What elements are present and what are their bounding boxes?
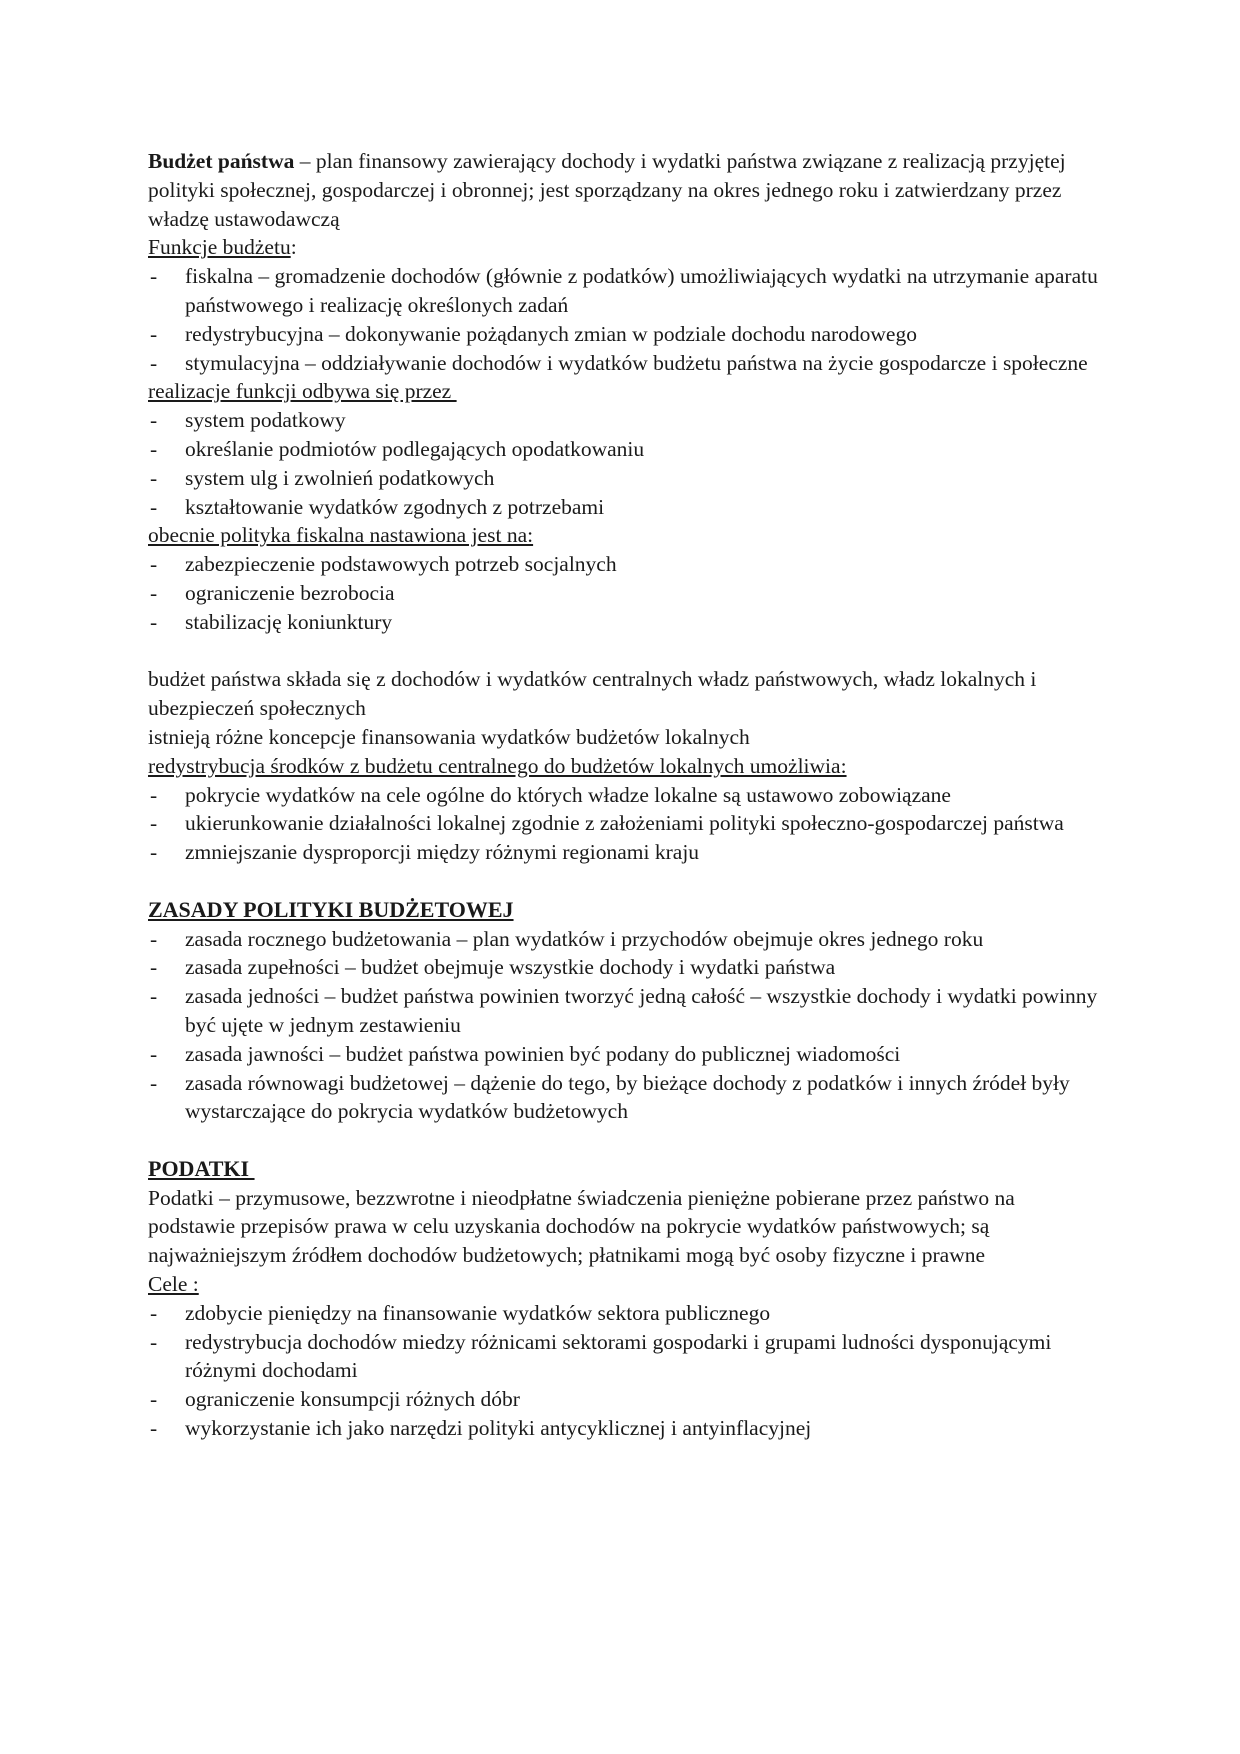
redystrybucja-list (148, 781, 1098, 867)
list-item: - ukierunkowanie działalności lokalnej zgodnie z założeniami polityki społeczno-gospodarczej państwa (150, 811, 1064, 836)
zasady-list (148, 925, 1098, 1127)
funkcje-label: Funkcje budżetu: (148, 235, 297, 260)
intro-paragraph (148, 147, 1098, 233)
spacer (148, 1126, 1098, 1155)
list-item: - określanie podmiotów podlegających opodatkowaniu (150, 436, 645, 461)
podatki-definition: Podatki – przymusowe, bezzwrotne i nieodpłatne świadczenia pieniężne pobierane przez państwo na podstawie przepisów prawa w celu uzyskania dochodów na pokrycie wydatków państwowych; są najważniejszym źródłem dochodów budżetowych; płatnikami mogą być osoby fizyczne i prawne (148, 1185, 1015, 1268)
realizacja-list (148, 406, 1098, 521)
redystrybucja-label: redystrybucja środków z budżetu centralnego do budżetów lokalnych umożliwia: (148, 753, 847, 778)
list-item: - system ulg i zwolnień podatkowych (150, 465, 495, 490)
list-item: - zmniejszanie dysproporcji między różnymi regionami kraju (150, 840, 700, 865)
spacer (148, 867, 1098, 896)
list-item: - zdobycie pieniędzy na finansowanie wydatków sektora publicznego (150, 1300, 771, 1325)
list-item: - system podatkowy (150, 408, 346, 433)
list-item: - ograniczenie konsumpcji różnych dóbr (150, 1387, 520, 1412)
list-item: - zabezpieczenie podstawowych potrzeb socjalnych (150, 552, 617, 577)
intro-definition: – plan finansowy zawierający dochody i wydatki państwa związane z realizacją przyjętej polityki społecznej, gospodarczej i obronnej; jest sporządzany na okres jednego roku i zatwierdzany przez władzę ustawodawczą (148, 149, 1066, 231)
list-item: - zasada jedności – budżet państwa powinien tworzyć jedną całość – wszystkie dochody i wydatki powinny być ujęte w jednym zestawieniu (150, 984, 1098, 1037)
cele-label: Cele : (148, 1272, 199, 1297)
polityka-label: obecnie polityka fiskalna nastawiona jest na: (148, 523, 534, 548)
list-item: - zasada rocznego budżetowania – plan wydatków i przychodów obejmuje okres jednego roku (150, 926, 984, 951)
spacer (148, 637, 1098, 666)
list-item: - stabilizację koniunktury (150, 609, 393, 634)
list-item: - redystrybucyjna – dokonywanie pożądanych zmian w podziale dochodu narodowego (150, 321, 917, 346)
intro-term: Budżet państwa (148, 149, 295, 173)
list-item: - zasada równowagi budżetowej – dążenie do tego, by bieżące dochody z podatków i innych źródeł były wystarczające do pokrycia wydatków budżetowych (150, 1070, 1070, 1124)
document-page (148, 147, 1098, 1443)
list-item: - pokrycie wydatków na cele ogólne do których władze lokalne są ustawowo zobowiązane (150, 782, 951, 807)
list-item: - wykorzystanie ich jako narzędzi polityki antycyklicznej i antyinflacyjnej (150, 1416, 812, 1441)
funkcje-list (148, 262, 1098, 377)
list-item: - stymulacyjna – oddziaływanie dochodów i wydatków budżetu państwa na życie gospodarcze i społeczne (150, 350, 1088, 375)
podatki-heading: PODATKI (148, 1155, 255, 1181)
list-item: - zasada jawności – budżet państwa powinien być podany do publicznej wiadomości (150, 1041, 901, 1066)
list-item: - ograniczenie bezrobocia (150, 580, 395, 605)
list-item: - kształtowanie wydatków zgodnych z potrzebami (150, 494, 605, 519)
zasady-heading: ZASADY POLITYKI BUDŻETOWEJ (148, 896, 514, 922)
sklad-paragraph: budżet państwa składa się z dochodów i wydatków centralnych władz państwowych, władz lokalnych i ubezpieczeń społecznych (148, 667, 1037, 721)
cele-list (148, 1299, 1098, 1443)
list-item: - fiskalna – gromadzenie dochodów (głównie z podatków) umożliwiających wydatki na utrzymanie aparatu państwowego i realizację określonych zadań (150, 264, 1098, 317)
list-item: - redystrybucja dochodów miedzy różnicami sektorami gospodarki i grupami ludności dysponującymi różnymi dochodami (150, 1329, 1052, 1383)
list-item: - zasada zupełności – budżet obejmuje wszystkie dochody i wydatki państwa (150, 955, 836, 980)
realizacja-label: realizacje funkcji odbywa się przez (148, 379, 457, 404)
koncepcje-paragraph: istnieją różne koncepcje finansowania wydatków budżetów lokalnych (148, 724, 750, 749)
polityka-list (148, 550, 1098, 636)
